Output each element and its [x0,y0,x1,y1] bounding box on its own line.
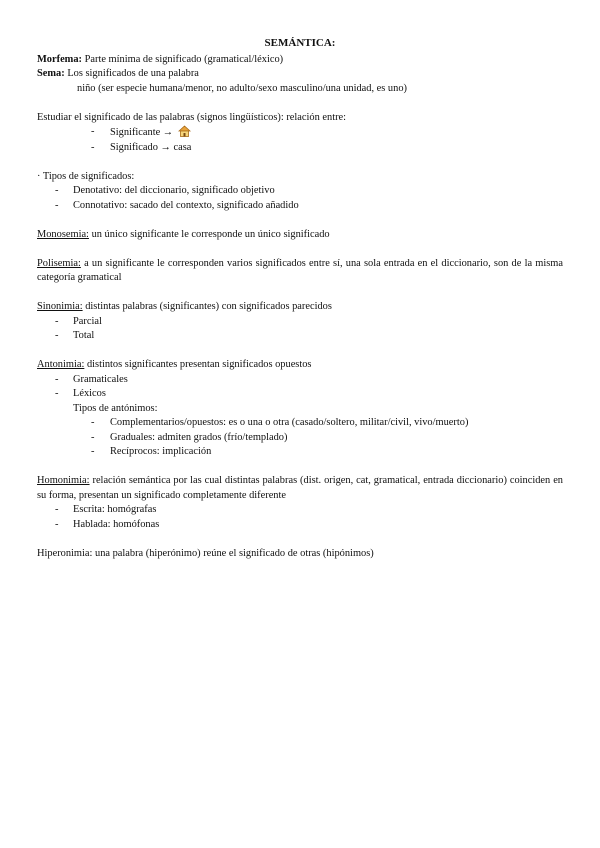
antonimia-term: Antonimia: [37,359,85,370]
antonimia-text: distintos significantes presentan significados opuestos [86,359,312,370]
list-item: - Connotativo: sacado del contexto, significado añadido [55,199,299,211]
monosemia-term: Monosemia: [37,228,89,240]
list-item: - Denotativo: del diccionario, significado objetivo [55,185,275,196]
list-item: - Parcial [55,315,102,327]
page-title: SEMÁNTICA: [264,37,336,49]
significante-item: Significante → [110,127,174,138]
document-content [37,36,563,561]
sinonimia-text: distintas palabras (significantes) con significados parecidos [85,301,332,312]
denotativo-item: Denotativo: del diccionario, significado objetivo [73,185,275,196]
gramaticales-item: Gramaticales [73,373,128,385]
list-item: - Graduales: admiten grados (frío/templado) [91,431,288,443]
sema-definition [37,67,563,82]
graduales-item: Graduales: admiten grados (frío/templado) [110,431,288,443]
hablada-item: Hablada: homófonas [73,518,160,530]
list-item: - Léxicos [55,388,106,399]
homonimia-term: Homonimia: [37,475,90,486]
tipos-heading: · Tipos de significados: [37,170,135,182]
monosemia-definition [37,228,563,243]
reciprocos-item: Recíprocos: implicación [110,446,212,457]
connotativo-item: Connotativo: sacado del contexto, significado añadido [73,199,299,211]
list-item: - Escrita: homógrafas [55,504,157,515]
list-item: - Recíprocos: implicación [91,446,212,457]
estudiar-text: Estudiar el significado de las palabras (signos lingüísticos): relación entre: [37,111,347,123]
parcial-item: Parcial [73,315,102,327]
sema-example: niño (ser especie humana/menor, no adulto/sexo masculino/una unidad, es uno) [77,82,407,94]
complementarios-item: Complementarios/opuestos: es o una o otra (casado/soltero, militar/civil, vivo/muerto) [110,417,469,428]
polisemia-definition [37,257,563,286]
list-item: - Significado → casa [91,141,192,153]
house-icon [178,125,191,137]
sinonimia-definition [37,300,563,315]
escrita-item: Escrita: homógrafas [73,504,157,515]
total-item: Total [73,330,95,341]
monosemia-text: un único significante le corresponde un único significado [91,228,330,240]
homonimia-text: relación semántica por las cual distintas palabras (dist. origen, cat, gramatical, entrada diccionario) coinciden en su forma, presentan un significado completamente diferente [37,475,563,501]
list-item: - Hablada: homófonas [55,518,160,530]
sinonimia-term: Sinonimia: [37,301,83,312]
sema-term: Sema: [37,68,65,79]
list-item: - Total [55,330,95,341]
list-item: - Gramaticales [55,373,128,385]
antonimia-definition [37,358,563,373]
list-item: - Complementarios/opuestos: es o una o otra (casado/soltero, militar/civil, vivo/muerto) [91,417,469,428]
morfema-definition [37,53,563,68]
sema-text: Los significados de una palabra [67,68,199,79]
list-item: - Significante → [37,125,563,141]
morfema-term: Morfema: [37,53,82,65]
homonimia-definition [37,474,563,503]
polisemia-term: Polisemia: [37,257,81,269]
significado-item: Significado → casa [110,141,192,153]
lexicos-item: Léxicos [73,388,106,399]
tipos-antonimos-heading: Tipos de antónimos: [73,402,158,414]
polisemia-text: a un significante le corresponden varios significados entre sí, una sola entrada en el diccionario, son de la misma categoría gramatical [37,257,563,283]
morfema-text: Parte mínima de significado (gramatical/léxico) [84,53,284,65]
hiperonimia-definition: Hiperonimia: una palabra (hiperónimo) reúne el significado de otras (hipónimos) [37,547,374,559]
